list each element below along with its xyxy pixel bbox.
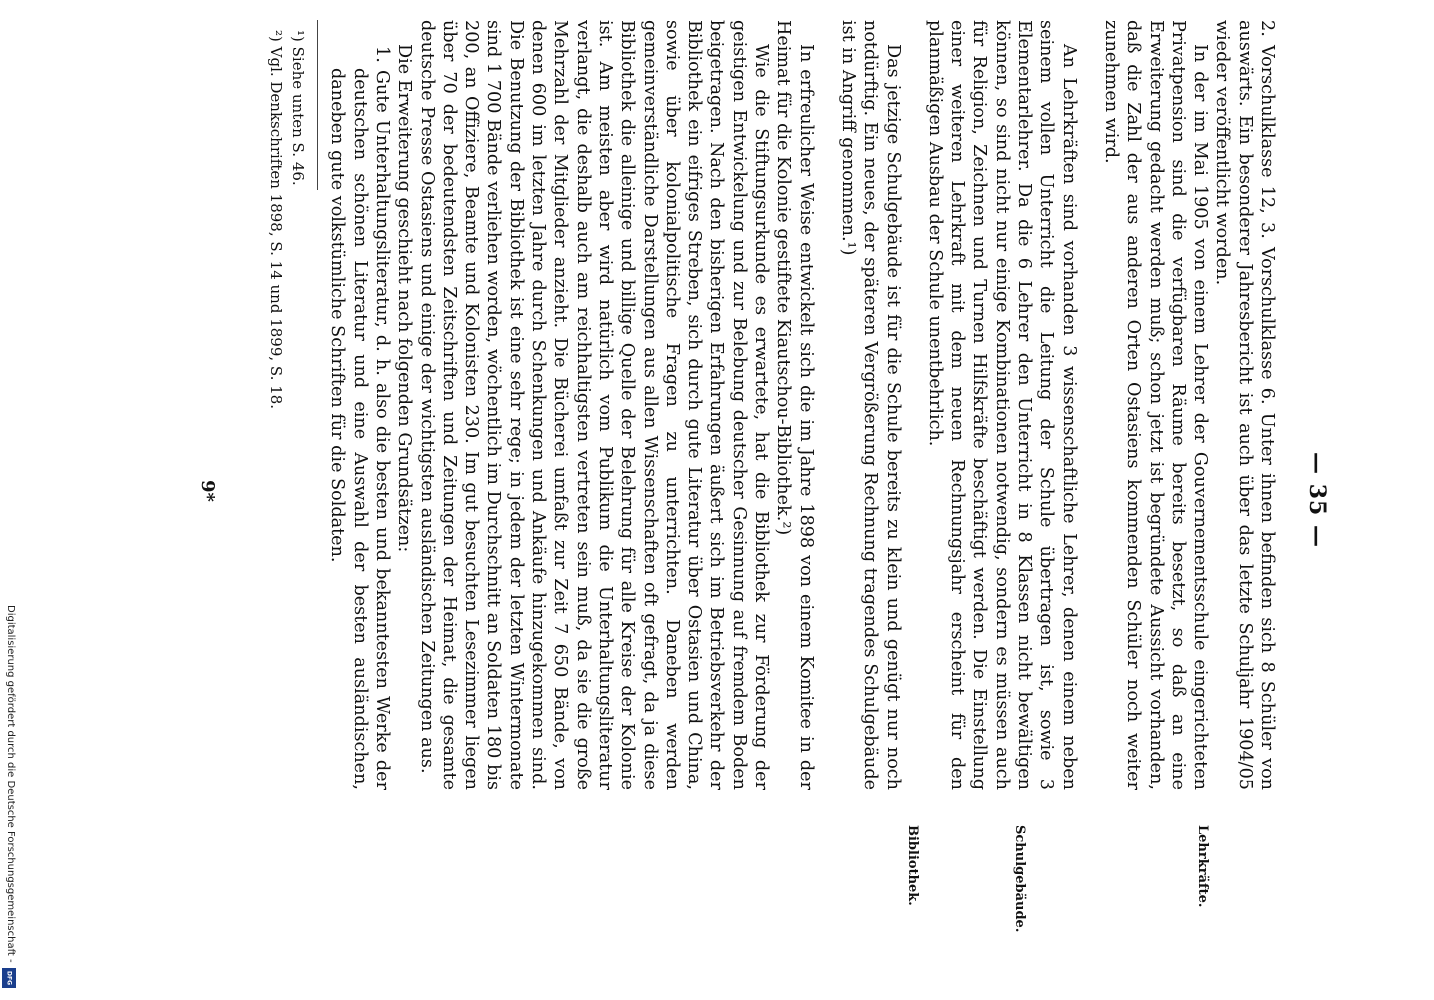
paragraph-school-continuation: 2. Vorschulklasse 12, 3. Vorschulklasse 6. Unter ihnen befinden sich 8 Schüler von auswärts. Ein besonderer Jahresbericht ist auch über das letzte Schuljahr 1904/05 wieder veröffentlicht worden. — [1212, 20, 1277, 790]
paragraph-school-building: Das jetzige Schulgebäude ist für die Schule bereits zu klein und genügt nur noch notdürftig. Ein neues, der späteren Vergrößerung Rechnung tragendes Schulgebäude ist in Angriff genommen.¹) — [837, 20, 903, 790]
footnote-2: ²) Vgl. Denkschriften 1898, S. 14 und 1899, S. 18. — [267, 30, 285, 410]
main-text — [306, 20, 1278, 790]
credit-text: Digitalisierung gefördert durch die Deutsche Forschungsgemeinschaft - — [5, 605, 16, 963]
signature-mark: 9* — [197, 480, 218, 502]
paragraph-library-use: Wie die Stiftungsurkunde es erwartete, hat die Bibliothek zur Förderung der geistigen Entwickelung und zur Belebung deutscher Gesinnung auf fremdem Boden beigetragen. Nach den bisherigen Erfahrungen äußert sich im Betriebsverkehr der Bibliothek ein eifriges Streben, sich durch gute Literatur über Ostasien und China, sowie über kolonialpolitische Fragen zu unterrichten. Daneben werden gemeinverständliche Darstellungen aus allen Wissenschaften oft gefragt, da ja diese Bibliothek die alleinige und billige Quelle der Belehrung für alle Kreise der Kolonie ist. Am meisten aber wird natürlich vom Publikum die Unterhaltungsliteratur verlangt, die deshalb auch am reichhaltigsten vertreten sein muß, da sie die große Mehrzahl der Mitglieder anzieht. Die Bücherei umfaßt zur Zeit 7 650 Bände, von denen 600 im letzten Jahre durch Schenkungen und Ankäufe hinzugekommen sind. Die Benutzung der Bibliothek ist eine sehr rege; in jedem der letzten Wintermonate sind 1 700 Bände verliehen worden, wöchentlich im Durchschnitt an Soldaten 180 bis 200, an Offiziere, Beamte und Kolonisten 230. Im gut besuchten Lesezimmer liegen über 70 der bedeutendsten Zeitschriften und Zeitungen der Heimat, die gesamte deutsche Presse Ostasiens und einige der wichtigsten ausländischen Zeitungen aus. — [416, 20, 772, 790]
page-number: — 35 — — [1304, 452, 1330, 548]
list-item-principle-1: 1. Gute Unterhaltungsliteratur, d. h. also die besten und bekanntesten Werke der deutschen schönen Literatur und eine Auswahl der besten ausländischen, daneben gute volkstümliche Schriften für die Soldaten. — [327, 46, 393, 790]
paragraph-teachers: An Lehrkräften sind vorhanden 3 wissenschaftliche Lehrer, denen einem neben seinem vollen Unterricht die Leitung der Schule übertragen ist, sowie 3 Elementarlehrer. Da die 6 Lehrer den Unterricht in 8 Klassen nicht bewältigen können, so sind nicht nur einige Kombinationen notwendig, sondern es müssen auch für Religion, Zeichnen und Turnen Hilfskräfte beschäftigt werden. Die Einstellung einer weiteren Lehrkraft mit dem neuen Rechnungsjahr erscheint für den planmäßigen Ausbau der Schule unentbehrlich. — [924, 20, 1079, 790]
dfg-logo: DFG — [2, 968, 16, 988]
paragraph-principles: Die Erweiterung geschieht nach folgenden Grundsätzen: — [394, 44, 415, 553]
marginal-note-schulgebaeude: Schulgebäude. — [1012, 825, 1027, 933]
paragraph-private-pension: In der im Mai 1905 von einem Lehrer der Gouvernementsschule eingerichteten Privatpension sind die verfügbaren Räume bereits besetzt, so daß an eine Erweiterung gedacht werden muß; schon jetzt ist begründete Aussicht vorhanden, daß die Zahl der aus anderen Orten Ostasiens kommenden Schüler noch weiter zunehmen wird. — [1100, 20, 1211, 790]
paragraph-library-intro: In erfreulicher Weise entwickelt sich die im Jahre 1898 von einem Komitee in der Heimat für die Kolonie gestiftete Kiautschou-Bibliothek.²) — [773, 20, 816, 790]
marginal-note-lehrkraefte: Lehrkräfte. — [1195, 825, 1210, 908]
footnote-1: ¹) Siehe unten S. 46. — [289, 30, 307, 186]
marginal-note-bibliothek: Bibliothek. — [905, 825, 920, 906]
footnote-divider — [317, 20, 318, 190]
document-page — [0, 20, 1330, 980]
footnotes — [264, 20, 308, 720]
